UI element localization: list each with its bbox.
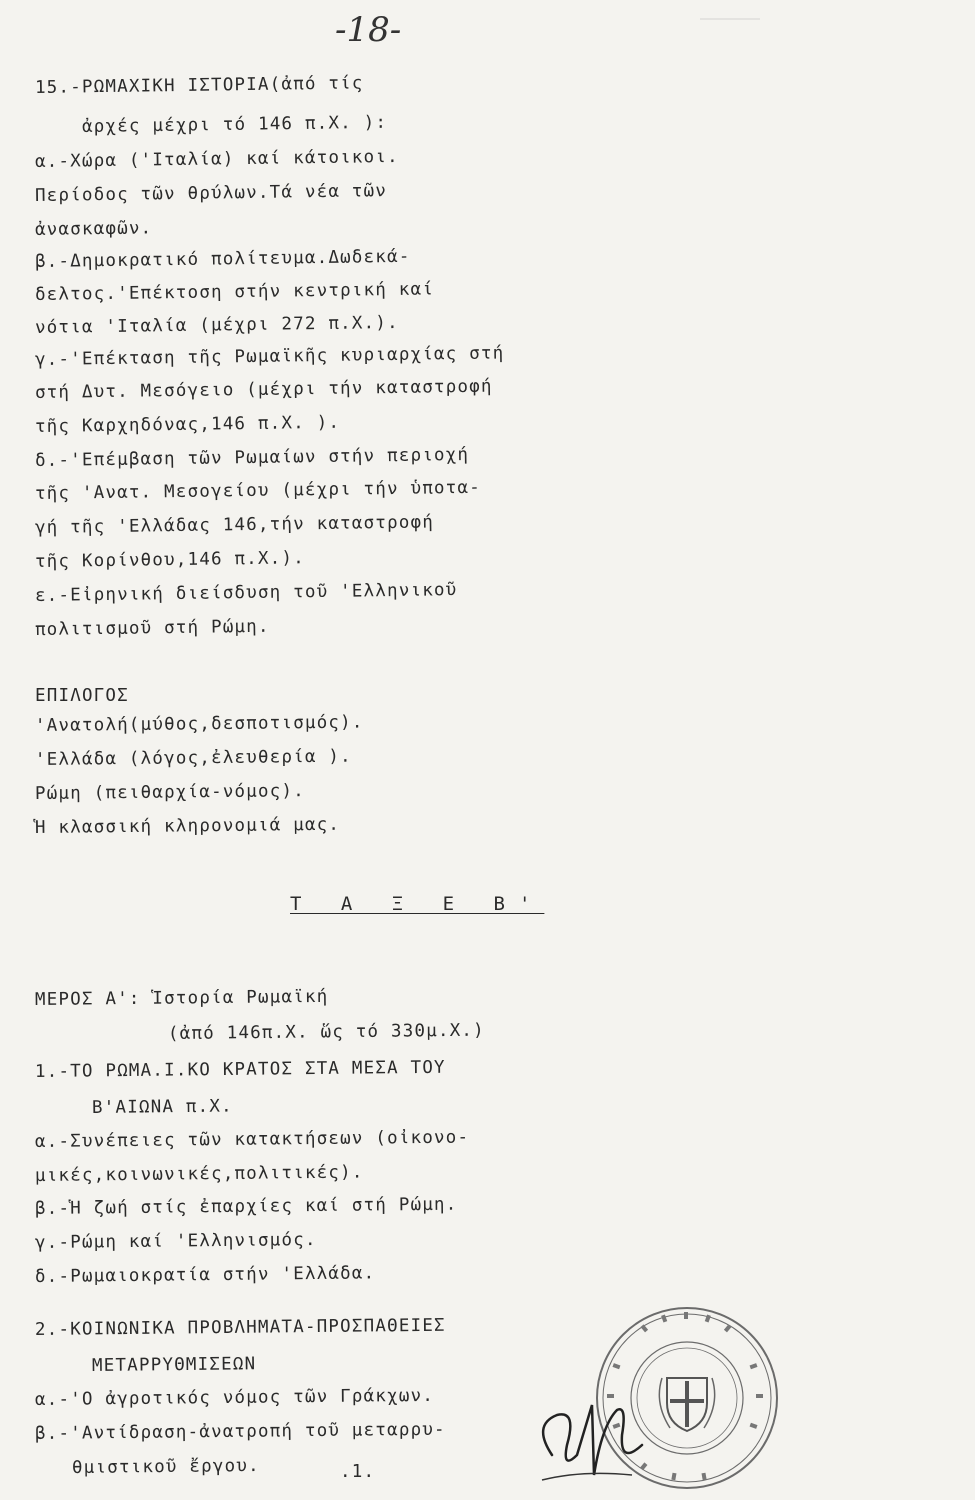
item-b-line: β.-Δημοκρατικό πολίτευμα.Δωδεκά- [34, 246, 411, 272]
item-d-line: τῆς Κορίνθου,146 π.Χ.). [34, 548, 306, 572]
section-1-item: β.-Ἡ ζωή στίς ἐπαρχίες καί στή Ρώμη. [34, 1194, 458, 1219]
item-e-line: πολιτισμοῦ στή Ρώμη. [34, 616, 270, 640]
handwritten-signature [522, 1385, 652, 1495]
epilogue-line: 'Ανατολή(μύθος,δεσποτισμός). [34, 712, 364, 736]
bleed-through-mark [700, 0, 760, 20]
item-b-line: νότια 'Ιταλία (μέχρι 272 π.Χ.). [34, 312, 399, 338]
section-2-item: β.-'Αντίδραση-ἀνατροπή τοῦ μεταρρυ- [34, 1419, 446, 1444]
item-a-line: Περίοδος τῶν θρύλων.Τά νέα τῶν [34, 181, 388, 206]
page-continuation-mark: .1. [340, 1462, 376, 1482]
section-1-item: δ.-Ρωμαιοκρατία στήν 'Ελλάδα. [34, 1263, 376, 1287]
epilogue-line: Ρώμη (πειθαρχία-νόμος). [34, 781, 306, 804]
item-c-line: τῆς Καρχηδόνας,146 π.Χ. ). [34, 412, 341, 437]
epilogue-heading: ΕΠΙΛΟΓΟΣ [35, 686, 129, 706]
item-b-line: δελτος.'Επέκτοση στήν κεντρική καί [34, 279, 435, 305]
epilogue-line: 'Ελλάδα (λόγος,ἐλευθερία ). [34, 746, 352, 770]
section-15-heading: 15.-ΡΩΜΑΧΙΚΗ ΙΣΤΟΡΙΑ(ἀπό τίς [34, 73, 364, 98]
section-15-heading-cont: ἀρχές μέχρι τό 146 π.Χ. ): [81, 112, 388, 137]
epilogue-line: Ἡ κλασσική κληρονομιά μας. [34, 814, 341, 838]
section-2-heading-cont: ΜΕΤΑΡΡΥΘΜΙΣΕΩΝ [91, 1354, 257, 1376]
part-a-heading: ΜΕΡΟΣ Α': Ἱστορία Ρωμαϊκή [34, 986, 329, 1010]
section-1-item: α.-Συνέπειες τῶν κατακτήσεων (οἰκονο- [34, 1127, 470, 1152]
section-2-heading: 2.-ΚΟΙΝΩΝΙΚΑ ΠΡΟΒΛΗΜΑΤΑ-ΠΡΟΣΠΑΘΕΙΕΣ [34, 1315, 446, 1340]
item-a-line: ἀνασκαφῶν. [34, 218, 153, 240]
item-d-line: τῆς 'Ανατ. Μεσογείου (μέχρι τήν ὑποτα- [34, 477, 482, 504]
section-2-item: θμιστικοῦ ἔργου. [71, 1456, 260, 1478]
item-a-line: α.-Χώρα ('Ιταλία) καί κάτοικοι. [34, 146, 399, 172]
section-1-item: μικές,κοινωνικές,πολιτικές). [34, 1162, 364, 1186]
section-1-heading-cont: Β'ΑΙΩΝΑ π.Χ. [91, 1096, 233, 1118]
item-d-line: γή τῆς 'Ελλάδας 146,τήν καταστροφή [34, 512, 435, 538]
page-number: -18- [335, 10, 402, 50]
item-e-line: ε.-Εἰρηνική διείσδυση τοῦ 'Ελληνικοῦ [34, 580, 458, 606]
section-1-heading: 1.-ΤΟ ΡΩΜΑ.Ι.ΚΟ ΚΡΑΤΟΣ ΣΤΑ ΜΕΣΑ ΤΟΥ [34, 1057, 446, 1082]
class-heading: Τ Α Ξ Ε Β' [290, 893, 545, 915]
section-1-item: γ.-Ρώμη καί 'Ελληνισμός. [34, 1230, 317, 1253]
item-c-line: στή Δυτ. Μεσόγειο (μέχρι τήν καταστροφή [34, 376, 493, 403]
item-d-line: δ.-'Επέμβαση τῶν Ρωμαίων στήν περιοχή [34, 444, 470, 471]
part-a-dates: (ἀπό 146π.Χ. ὥς τό 330μ.Χ.) [167, 1020, 485, 1044]
item-c-line: γ.-'Επέκταση τῆς Ρωμαϊκῆς κυριαρχίας στή [34, 343, 505, 370]
section-2-item: α.-'Ο ἀγροτικός νόμος τῶν Γράκχων. [34, 1385, 435, 1410]
